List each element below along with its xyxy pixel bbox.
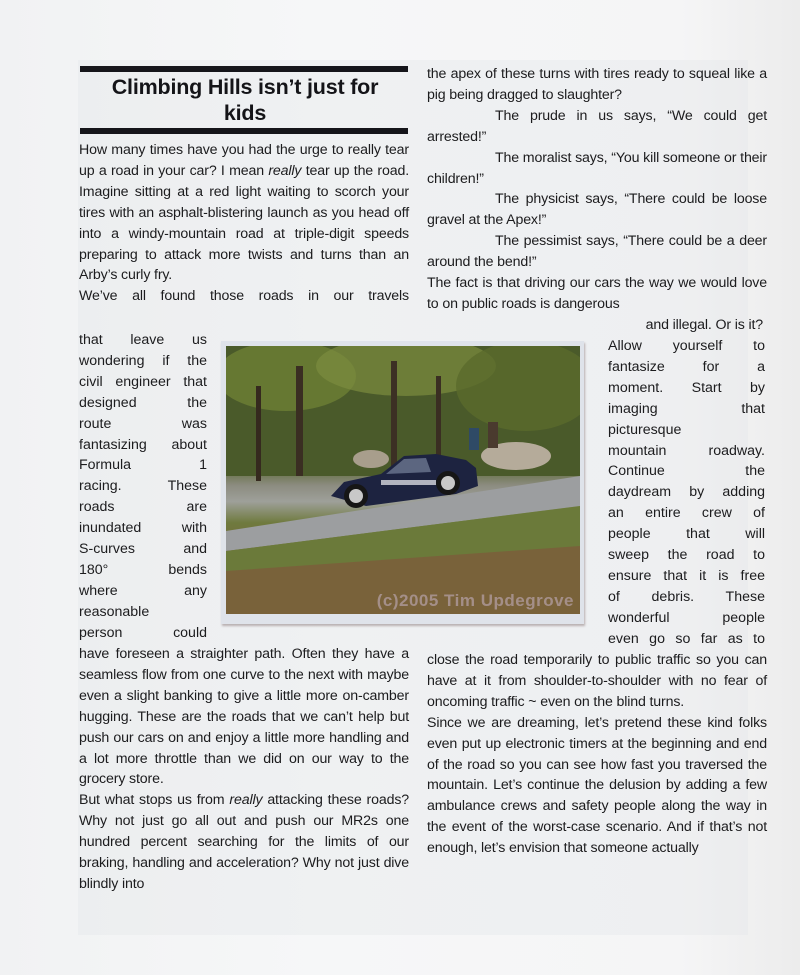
title-rule-top xyxy=(80,66,408,72)
wrap-line: Continue the xyxy=(608,463,765,480)
wrap-line: picturesque xyxy=(608,421,682,438)
photo-tree-trunk xyxy=(296,366,303,476)
wrap-line: route was xyxy=(79,415,207,432)
wrap-line: 180° bends xyxy=(79,561,207,578)
wrap-line: of debris. These xyxy=(608,588,765,605)
left-column-top xyxy=(79,140,409,307)
title-rule-bottom xyxy=(80,128,408,134)
paragraph-prude: The prude in us says, “We could get arrested!” xyxy=(427,107,767,145)
wrap-line: that leave us xyxy=(79,332,207,348)
paragraph-close-road: close the road temporarily to public traffic so you can have at it from shoulder-to-shoulder with no fear of oncoming traffic ~ even on the blind turns. xyxy=(427,652,767,710)
right-column-wrap xyxy=(608,336,765,650)
photo-car-rim xyxy=(349,489,363,503)
photo-tree-trunk xyxy=(391,361,397,466)
photo-car-livery xyxy=(381,480,436,485)
wrap-line: daydream by adding xyxy=(608,484,765,501)
photo-car-rim xyxy=(441,476,455,490)
paragraph-pessimist: The pessimist says, “There could be a deer around the bend!” xyxy=(427,233,767,271)
article-title-line-2: kids xyxy=(223,101,267,125)
photo-watermark: (c)2005 Tim Updegrove xyxy=(376,591,574,610)
photo-tree-trunk xyxy=(256,386,261,481)
right-column-bottom xyxy=(427,650,767,859)
emphasis-really-2: really xyxy=(229,792,263,809)
wrap-line: fantasize for a xyxy=(608,358,765,375)
photo-frame xyxy=(221,341,584,624)
wrap-line: an entire crew of xyxy=(608,505,765,522)
paragraph-physicist: The physicist says, “There could be loose gravel at the Apex!” xyxy=(427,191,767,229)
paragraph-roads-first-line: We’ve all found those roads in our travels xyxy=(79,288,409,305)
paragraph-intro xyxy=(79,140,409,286)
wrap-line: racing. These xyxy=(79,478,207,495)
paragraph-dreaming: Since we are dreaming, let’s pretend these kind folks even put up electronic timers at the beginning and end of the road so you can see how fast you traversed the mountain. Let’s continue the delusion by adding a few ambulance crews and safety people along the way in the event of the worst-case scenario. And if that’s not enough, let’s envision that someone actually xyxy=(427,714,767,857)
paragraph-apex: the apex of these turns with tires ready to squeal like a pig being dragged to slaughter? xyxy=(427,66,767,103)
wrap-line: Allow yourself to xyxy=(608,338,765,354)
paragraph-roads-rest: have foreseen a straighter path. Often they have a seamless flow from one curve to the next with maybe even a slight banking to give a little more on-camber hugging. These are the roads that we can’t help but push our cars on and enjoy a little more handling and a lot more throttle than we did on our way to the grocery store. xyxy=(79,646,409,788)
article-title-line-1: Climbing Hills isn’t just for xyxy=(111,75,379,99)
wrap-line: wondering if the xyxy=(79,352,207,369)
wrap-line: where any xyxy=(79,582,207,599)
wrap-line: fantasizing about xyxy=(79,436,207,453)
right-column-top xyxy=(427,64,767,336)
wrap-line: roads are xyxy=(79,499,207,516)
wrap-line: people that will xyxy=(608,526,765,543)
wrap-line: reasonable xyxy=(79,603,150,620)
wrap-line: ensure that it is free xyxy=(608,567,765,584)
wrap-line: Formula 1 xyxy=(79,457,207,474)
wrap-line: moment. Start by xyxy=(608,379,765,396)
paragraph-moralist: The moralist says, “You kill someone or their children!” xyxy=(427,149,767,187)
paragraph-what-stops-us xyxy=(79,790,409,895)
wrap-line: imaging that xyxy=(608,400,765,417)
wrap-line: S-curves and xyxy=(79,541,207,558)
article-title xyxy=(80,74,410,126)
paragraph-intro-text-b: tear up the road. Imagine sitting at a red light waiting to scorch your tires with an asphalt-blistering launch as you head off into a windy-mountain road at triple-digit speeds preparing to attack more twists and turns than an Arby’s curly fry. xyxy=(79,162,409,284)
wrap-line: wonderful people xyxy=(608,609,765,626)
photo-illustration xyxy=(226,346,580,614)
wrap-line: person could xyxy=(79,624,207,641)
emphasis-really: really xyxy=(268,162,302,179)
paragraph-stops-text-b: attacking these roads? Why not just go all out and push our MR2s one hundred percent searching for the limits of our braking, handling and acceleration? Why not just dive blindly into xyxy=(79,792,410,892)
wrap-line: sweep the road to xyxy=(608,547,765,564)
left-column-bottom xyxy=(79,644,409,895)
left-column-wrap xyxy=(79,330,207,644)
rally-car-photo xyxy=(226,346,580,614)
wrap-line: even go so far as to xyxy=(608,630,765,647)
wrap-line: inundated with xyxy=(79,520,207,537)
paragraph-intro-text-a: How many times have you had the urge to really tear up a road in your car? I mean xyxy=(79,142,409,179)
wrap-line: civil engineer that xyxy=(79,373,207,390)
photo-tree-trunk xyxy=(436,376,441,466)
wrap-line: designed the xyxy=(79,394,207,411)
photo-spectator xyxy=(469,428,479,450)
paragraph-fact: The fact is that driving our cars the way we would love to on public roads is dangerous xyxy=(427,275,767,312)
paragraph-fact-end: and illegal. Or is it? xyxy=(645,316,763,333)
photo-spectator xyxy=(488,422,498,448)
wrap-line: mountain roadway. xyxy=(608,442,765,459)
paragraph-stops-text-a: But what stops us from xyxy=(79,792,230,809)
photo-rocks xyxy=(353,450,389,468)
